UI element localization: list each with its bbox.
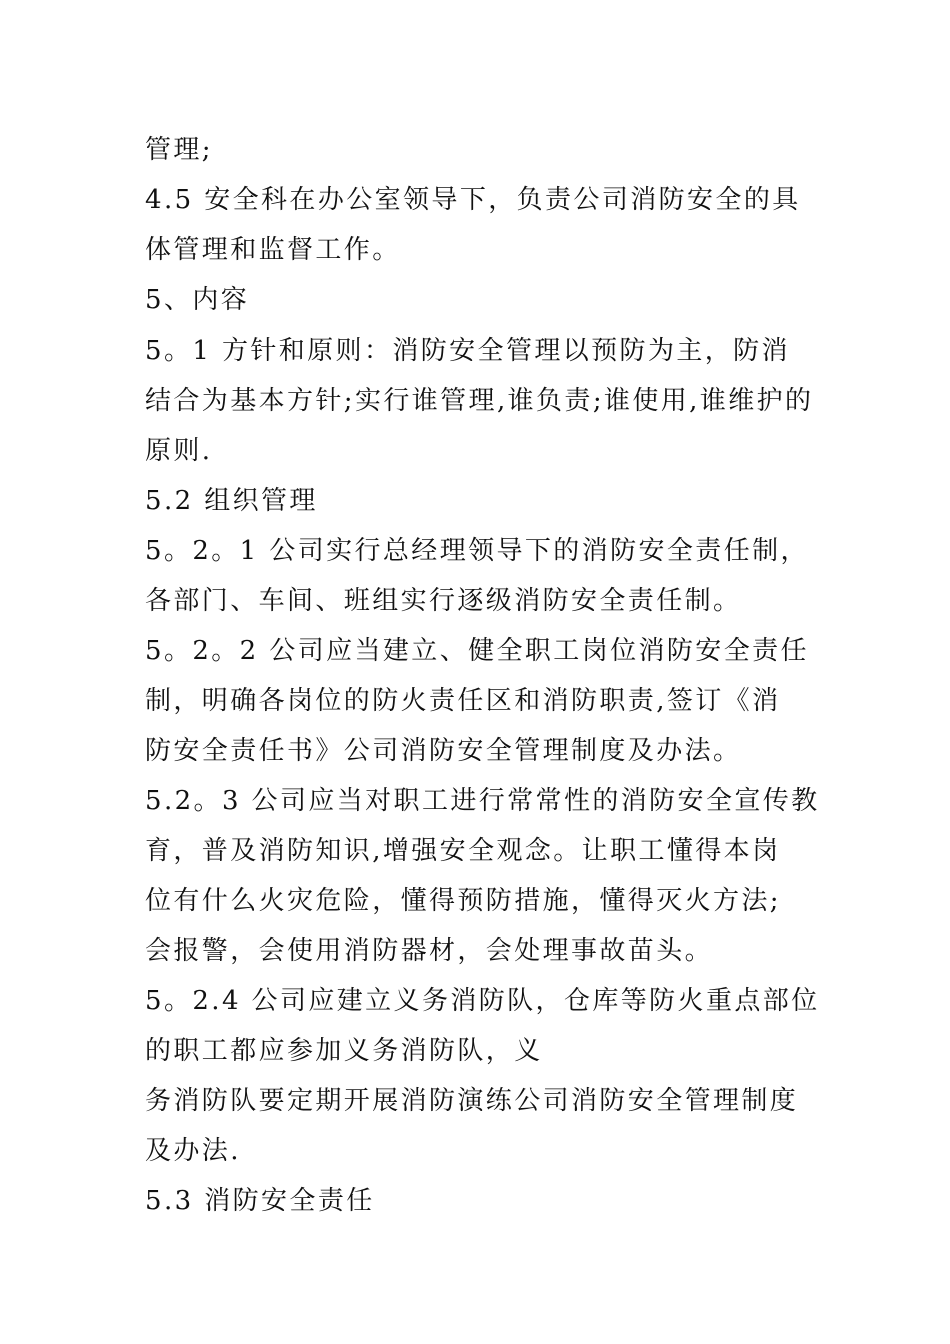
section-heading: 5.3 消防安全责任 bbox=[145, 1186, 375, 1216]
text-line: 会报警，会使用消防器材，会处理事故苗头。 bbox=[145, 936, 714, 966]
section-heading: 5.2 组织管理 bbox=[145, 486, 318, 516]
text-line: 5。2.4 公司应建立义务消防队，仓库等防火重点部位 bbox=[145, 986, 820, 1016]
text-line: 务消防队要定期开展消防演练公司消防安全管理制度 bbox=[145, 1086, 799, 1116]
text-line: 防安全责任书》公司消防安全管理制度及办法。 bbox=[145, 736, 742, 766]
section-heading: 5、内容 bbox=[145, 285, 250, 315]
text-line: 位有什么火灾危险，懂得预防措施，懂得灭火方法; bbox=[145, 886, 781, 916]
text-line: 5。2。1 公司实行总经理领导下的消防安全责任制， bbox=[145, 536, 809, 566]
text-line: 5。1 方针和原则：消防安全管理以预防为主，防消 bbox=[145, 336, 790, 366]
text-line: 的职工都应参加义务消防队，义 bbox=[145, 1036, 543, 1066]
text-line: 5.2。3 公司应当对职工进行常常性的消防安全宣传教 bbox=[145, 786, 820, 816]
text-line: 及办法. bbox=[145, 1136, 241, 1166]
text-line: 管理; bbox=[145, 135, 213, 165]
text-line: 育，普及消防知识,增强安全观念。让职工懂得本岗 bbox=[145, 836, 781, 866]
text-line: 各部门、车间、班组实行逐级消防安全责任制。 bbox=[145, 586, 742, 616]
text-line: 原则. bbox=[145, 436, 213, 466]
text-line: 体管理和监督工作。 bbox=[145, 235, 401, 265]
text-line: 5。2。2 公司应当建立、健全职工岗位消防安全责任 bbox=[145, 636, 809, 666]
text-line: 结合为基本方针;实行谁管理,谁负责;谁使用,谁维护的 bbox=[145, 386, 814, 416]
text-line: 4.5 安全科在办公室领导下，负责公司消防安全的具 bbox=[145, 185, 801, 215]
text-line: 制，明确各岗位的防火责任区和消防职责,签订《消 bbox=[145, 686, 781, 716]
